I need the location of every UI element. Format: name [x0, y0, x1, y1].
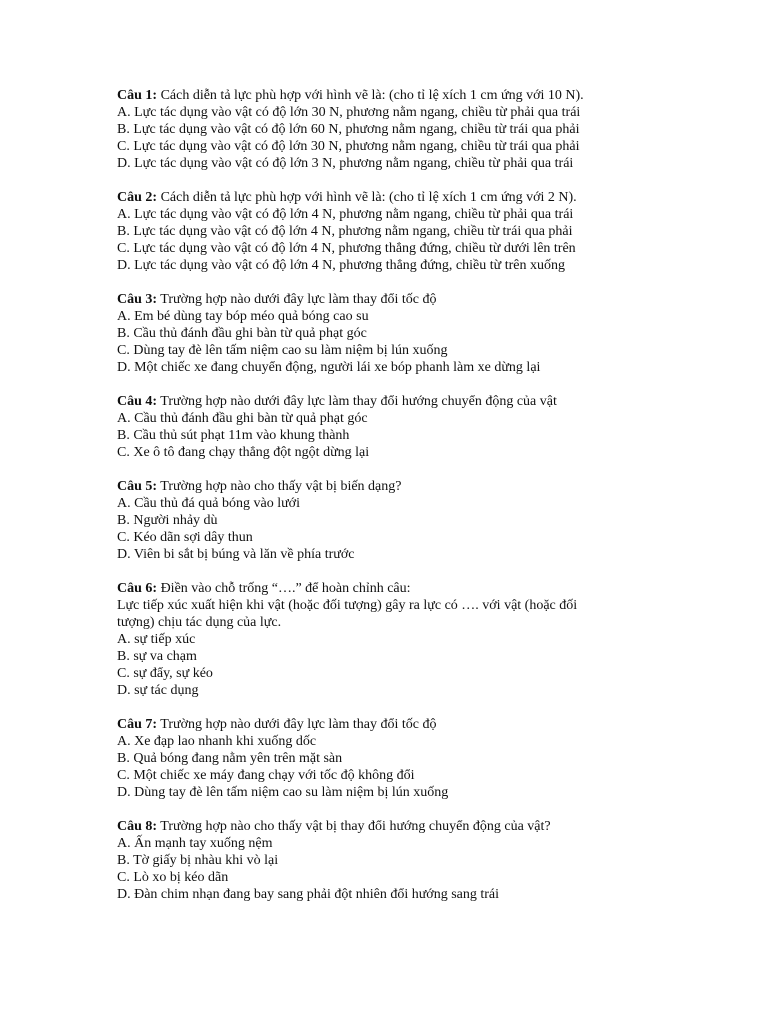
option-c: C. Lò xo bị kéo dãn	[117, 870, 229, 885]
option-c: C. Kéo dãn sợi dây thun	[117, 530, 253, 545]
question-1	[117, 87, 647, 172]
option-d: D. sự tác dụng	[117, 683, 199, 698]
question-stem	[117, 716, 647, 733]
question-text: Trường hợp nào cho thấy vật bị thay đổi hướng chuyển động của vật?	[157, 819, 551, 834]
option-c: C. sự đẩy, sự kéo	[117, 666, 213, 681]
question-label: Câu 8:	[117, 819, 158, 834]
option-b: B. Quả bóng đang nằm yên trên mặt sàn	[117, 751, 343, 766]
question-3	[117, 291, 647, 376]
option-a: A. Ấn mạnh tay xuống nệm	[117, 836, 273, 851]
question-sentence-line-2: tượng) chịu tác dụng của lực.	[117, 615, 282, 630]
option-d: D. Lực tác dụng vào vật có độ lớn 4 N, phương thẳng đứng, chiều từ trên xuống	[117, 258, 565, 273]
option-a: A. Cầu thủ đá quả bóng vào lưới	[117, 496, 300, 511]
option-a: A. Em bé dùng tay bóp méo quả bóng cao su	[117, 309, 369, 324]
question-label: Câu 4:	[117, 394, 158, 409]
option-b: B. Cầu thủ đánh đầu ghi bàn từ quả phạt góc	[117, 326, 367, 341]
question-sentence-line-1: Lực tiếp xúc xuất hiện khi vật (hoặc đối tượng) gây ra lực có …. với vật (hoặc đối	[117, 598, 578, 613]
question-label: Câu 1:	[117, 88, 158, 103]
option-a: A. Cầu thủ đánh đầu ghi bàn từ quả phạt góc	[117, 411, 368, 426]
question-text: Trường hợp nào dưới đây lực làm thay đổi tốc độ	[157, 292, 437, 307]
option-b: B. Tờ giấy bị nhàu khi vò lại	[117, 853, 279, 868]
question-stem	[117, 580, 647, 597]
option-a: A. sự tiếp xúc	[117, 632, 196, 647]
option-c: C. Một chiếc xe máy đang chạy với tốc độ không đổi	[117, 768, 415, 783]
question-8	[117, 818, 647, 903]
question-text: Cách diễn tả lực phù hợp với hình vẽ là: (cho tỉ lệ xích 1 cm ứng với 10 N).	[157, 88, 584, 103]
question-stem	[117, 189, 647, 206]
question-label: Câu 2:	[117, 190, 158, 205]
question-text: Trường hợp nào cho thấy vật bị biến dạng?	[157, 479, 402, 494]
question-label: Câu 6:	[117, 581, 158, 596]
option-d: D. Một chiếc xe đang chuyển động, người lái xe bóp phanh làm xe dừng lại	[117, 360, 541, 375]
option-c: C. Dùng tay đè lên tấm niệm cao su làm niệm bị lún xuống	[117, 343, 448, 358]
question-stem	[117, 87, 647, 104]
question-text: Trường hợp nào dưới đây lực làm thay đổi hướng chuyển động của vật	[157, 394, 557, 409]
option-b: B. Người nhảy dù	[117, 513, 218, 528]
question-stem	[117, 818, 647, 835]
question-7	[117, 716, 647, 801]
option-d: D. Dùng tay đè lên tấm niệm cao su làm niệm bị lún xuống	[117, 785, 449, 800]
option-a: A. Lực tác dụng vào vật có độ lớn 4 N, phương nằm ngang, chiều từ phải qua trái	[117, 207, 574, 222]
option-b: B. Lực tác dụng vào vật có độ lớn 4 N, phương nằm ngang, chiều từ trái qua phải	[117, 224, 573, 239]
question-text: Điền vào chỗ trống “….” để hoàn chỉnh câu:	[157, 581, 411, 596]
question-2	[117, 189, 647, 274]
option-b: B. Lực tác dụng vào vật có độ lớn 60 N, phương nằm ngang, chiều từ trái qua phải	[117, 122, 580, 137]
question-4	[117, 393, 647, 461]
question-5	[117, 478, 647, 563]
question-label: Câu 3:	[117, 292, 158, 307]
question-text: Cách diễn tả lực phù hợp với hình vẽ là: (cho tỉ lệ xích 1 cm ứng với 2 N).	[157, 190, 577, 205]
option-b: B. sự va chạm	[117, 649, 197, 664]
option-a: A. Lực tác dụng vào vật có độ lớn 30 N, phương nằm ngang, chiều từ phải qua trái	[117, 105, 581, 120]
option-a: A. Xe đạp lao nhanh khi xuống dốc	[117, 734, 317, 749]
option-d: D. Đàn chim nhạn đang bay sang phải đột nhiên đổi hướng sang trái	[117, 887, 500, 902]
question-stem	[117, 291, 647, 308]
option-d: D. Lực tác dụng vào vật có độ lớn 3 N, phương nằm ngang, chiều từ phải qua trái	[117, 156, 574, 171]
question-6	[117, 580, 647, 699]
question-stem	[117, 393, 647, 410]
option-c: C. Lực tác dụng vào vật có độ lớn 30 N, phương nằm ngang, chiều từ trái qua phải	[117, 139, 580, 154]
option-c: C. Xe ô tô đang chạy thẳng đột ngột dừng lại	[117, 445, 370, 460]
option-c: C. Lực tác dụng vào vật có độ lớn 4 N, phương thẳng đứng, chiều từ dưới lên trên	[117, 241, 576, 256]
document-page	[117, 87, 647, 920]
question-label: Câu 5:	[117, 479, 158, 494]
option-b: B. Cầu thủ sút phạt 11m vào khung thành	[117, 428, 350, 443]
question-stem	[117, 478, 647, 495]
option-d: D. Viên bi sắt bị búng và lăn về phía trước	[117, 547, 355, 562]
question-text: Trường hợp nào dưới đây lực làm thay đổi tốc độ	[157, 717, 437, 732]
question-label: Câu 7:	[117, 717, 158, 732]
